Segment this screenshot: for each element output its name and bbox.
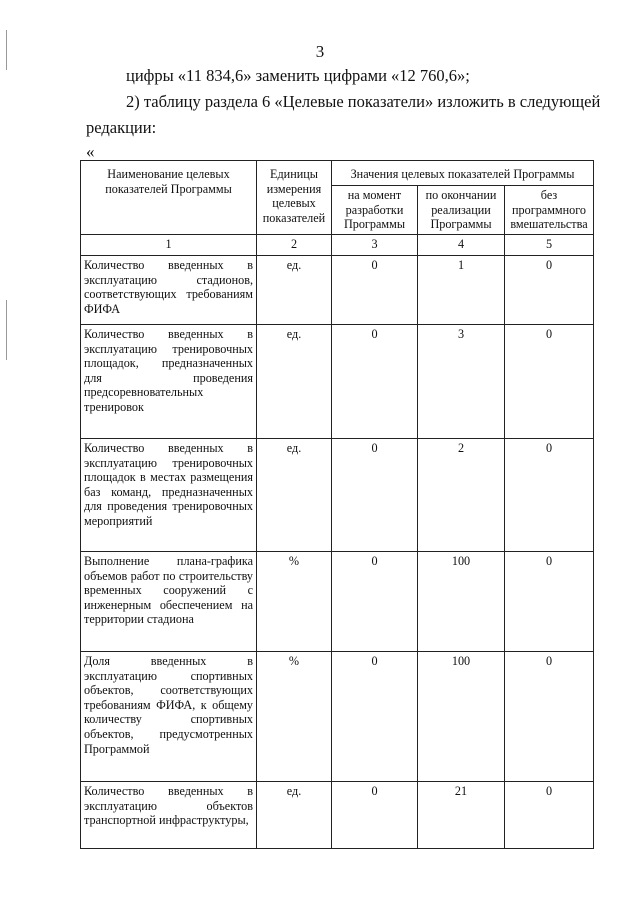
header-indicator-name: Наименование целевых показателей Программы <box>81 161 257 235</box>
column-number: 1 <box>81 235 257 256</box>
column-number: 4 <box>418 235 505 256</box>
indicator-unit: ед. <box>257 782 332 849</box>
table-row <box>81 652 594 782</box>
indicator-name: Количество введенных в эксплуатацию тренировочных площадок, предназначенных для проведения предсоревновательных тренировок <box>81 325 257 439</box>
indicator-name: Доля введенных в эксплуатацию спортивных объектов, соответствующих требованиям ФИФА, к общему количеству спортивных объектов, предусмотренных Программой <box>81 652 257 782</box>
paragraph-edition: редакции: <box>86 118 157 137</box>
paragraph-table-instruction: 2) таблицу раздела 6 «Целевые показатели» изложить в следующей <box>126 92 601 111</box>
value-at-end: 1 <box>418 256 505 325</box>
table-row <box>81 782 594 849</box>
table-row <box>81 256 594 325</box>
indicator-unit: ед. <box>257 256 332 325</box>
value-at-start: 0 <box>332 325 418 439</box>
indicator-name: Количество введенных в эксплуатацию объектов транспортной инфраструктуры, <box>81 782 257 849</box>
header-at-end: по окончании реализации Программы <box>418 186 505 235</box>
indicator-name: Количество введенных в эксплуатацию стадионов, соответствующих требованиям ФИФА <box>81 256 257 325</box>
page-number: 3 <box>315 42 325 61</box>
value-without-program: 0 <box>505 439 594 552</box>
value-at-start: 0 <box>332 439 418 552</box>
indicator-unit: % <box>257 652 332 782</box>
value-at-end: 21 <box>418 782 505 849</box>
value-at-start: 0 <box>332 652 418 782</box>
value-without-program: 0 <box>505 782 594 849</box>
value-at-start: 0 <box>332 552 418 652</box>
value-without-program: 0 <box>505 325 594 439</box>
scan-edge-mark <box>6 300 7 360</box>
value-at-end: 100 <box>418 552 505 652</box>
paragraph-replace-figures: цифры «11 834,6» заменить цифрами «12 760,6»; <box>126 66 470 85</box>
table-row <box>81 439 594 552</box>
indicator-name: Выполнение плана-графика объемов работ по строительству временных сооружений с инженерным обеспечением на территории стадиона <box>81 552 257 652</box>
column-number: 5 <box>505 235 594 256</box>
header-units: Единицы измерения целевых показателей <box>257 161 332 235</box>
table-row <box>81 325 594 439</box>
value-without-program: 0 <box>505 256 594 325</box>
value-without-program: 0 <box>505 552 594 652</box>
indicator-name: Количество введенных в эксплуатацию тренировочных площадок в местах размещения баз команд, предназначенных для проведения тренировочных мероприятий <box>81 439 257 552</box>
target-indicators-table <box>80 160 594 849</box>
indicator-unit: % <box>257 552 332 652</box>
opening-quote-mark: « <box>86 142 95 161</box>
column-number-row <box>81 235 594 256</box>
value-at-end: 3 <box>418 325 505 439</box>
table-row <box>81 552 594 652</box>
value-at-end: 100 <box>418 652 505 782</box>
header-values-group: Значения целевых показателей Программы <box>332 161 594 186</box>
column-number: 3 <box>332 235 418 256</box>
indicator-unit: ед. <box>257 325 332 439</box>
header-at-start: на момент разработки Программы <box>332 186 418 235</box>
header-without-program: без программного вмешательства <box>505 186 594 235</box>
value-without-program: 0 <box>505 652 594 782</box>
value-at-start: 0 <box>332 782 418 849</box>
value-at-end: 2 <box>418 439 505 552</box>
value-at-start: 0 <box>332 256 418 325</box>
indicator-unit: ед. <box>257 439 332 552</box>
column-number: 2 <box>257 235 332 256</box>
